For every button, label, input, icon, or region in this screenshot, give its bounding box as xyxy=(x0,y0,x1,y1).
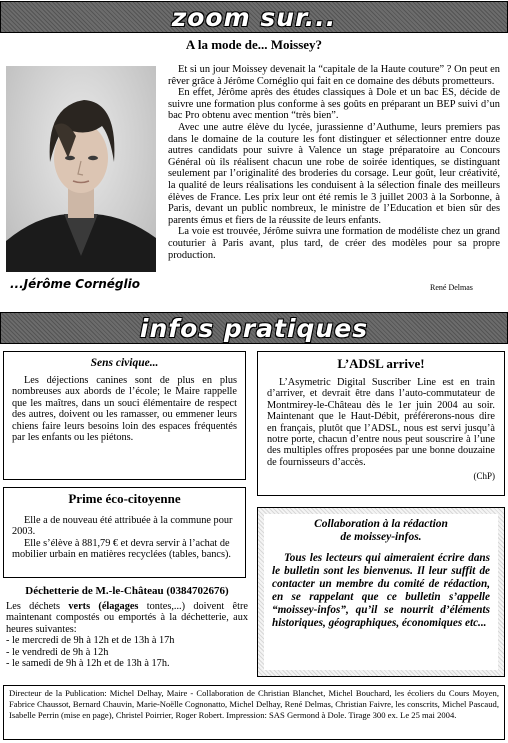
dump-text-after: tontes,...) doivent être maintenant compostés ou emportés à la déchetterie, aux heures suivantes: xyxy=(6,601,248,635)
article-body xyxy=(168,64,500,261)
eco-body xyxy=(12,515,237,561)
infos-banner xyxy=(0,312,508,344)
dump-text-bold: verts (élagages xyxy=(68,601,139,612)
article-paragraph: Et si un jour Moissey devenait la “capitale de la Haute couture” ? On peut en rêver grâce à Jérôme Cornéglio qui fait en ce domaine des débuts prometteurs. xyxy=(168,64,500,87)
collab-body: Tous les lecteurs qui aimeraient écrire dans le bulletin sont les bienvenus. Il leur suffit de contacter un membre du comité de rédaction, en se rappelant que ce bulletin s’appelle “moissey-infos”, qu’il se nourrit d’éléments historiques, géographiques, économiques etc... xyxy=(272,552,490,629)
collab-title-line: Collaboration à la rédaction xyxy=(314,518,448,530)
collab-box xyxy=(257,507,505,677)
dump-text-before: Les déchets xyxy=(6,601,69,612)
eco-paragraph: Elle s’élève à 881,79 € et devra servir à l’achat de mobilier urbain en matières recyclées (tables, bancs). xyxy=(12,537,231,561)
adsl-text: L’Asymetric Digital Suscriber Line est en train d’arriver, et devrait être dans l’auto-commutateur de Montmirey-le-Château dès le 1er juin 2004 au soir. Maintenant que le Haut-Débit, préférerons-nous dire en français, plutôt que l’ADSL, nous est servi jusqu’à notre porte, chacun d’entre nous peut souscrire à l’une des multiples offres proposées par une bonne douzaine de fournisseurs d’accès. xyxy=(267,377,495,468)
eco-box xyxy=(3,487,246,578)
adsl-box xyxy=(257,351,505,496)
article-signature: René Delmas xyxy=(430,283,473,292)
article-paragraph: Avec une autre élève du lycée, jurassienne d’Authume, leurs premiers pas dans le domaine de la couture les font distinguer et sélectionner entre douze autres candidats pour suivre à Valence un stage préparatoire au Concours Général où ils réalisent chacun une robe de soirée identiques, se distinguant seulement par l’originalité des broderies du corsage. Leur goût, leur créativité, la qualité de leurs réalisations les conduisent à la sélection finale des meilleurs élèves de France. Les prix leur ont été remis le 3 juillet 2003 à la Sorbonne, à Paris, devant un public nombreux, le ministre de l’Education et bien sûr des parents émus et fiers de la réussite de leurs enfants. xyxy=(168,121,500,226)
article-paragraph: En effet, Jérôme après des études classiques à Dole et un bac ES, décide de suivre une formation plus conforme à ses goûts en préparant un BEP suivi d’un bac Pro obtenu avec mention “très bien”. xyxy=(168,87,500,122)
portrait-photo xyxy=(6,66,156,272)
dump-body xyxy=(6,601,248,635)
dump-hours-item: - le mercredi de 9h à 12h et de 13h à 17h xyxy=(6,635,175,647)
collab-title xyxy=(272,518,490,544)
adsl-body xyxy=(267,377,495,468)
adsl-signature: (ChP) xyxy=(473,471,495,482)
civic-body xyxy=(12,375,237,443)
dump-hours-list xyxy=(6,635,248,670)
portrait-illustration xyxy=(6,66,156,272)
collab-title-line: de moissey-infos. xyxy=(340,531,422,543)
dump-hours-item: - le vendredi de 9h à 12h xyxy=(6,646,109,658)
dump-title: Déchetterie de M.-le-Château (0384702676) xyxy=(25,585,229,597)
article-title: A la mode de... Moissey? xyxy=(185,37,323,52)
civic-text: Les déjections canines sont de plus en plus nombreuses aux abords de l’école; le Maire rappelle que les maîtres, dans un souci élémentaire de respect des autres, doivent ou les ramasser, ou emmener leurs chiens faire leurs besoins loin des espaces fréquentés par les enfants ou les piétons. xyxy=(12,375,237,444)
adsl-title: L’ADSL arrive! xyxy=(337,356,425,371)
footer-credits: Directeur de la Publication: Michel Delhay, Maire - Collaboration de Christian Blanchet, Michel Bouchard, les écoliers du Cours Moyen, Fabrice Chaussot, Bernard Chauvin, Marie-Noëlle Cognonatto, Michel Delhay, René Delmas, Christian Faivre, les conscrits, Michel Pascaud, Isabelle Perrin (mise en page), Christel Poirrier, Roger Robert. Impression: SAS Germond à Dole. Tirage 300 ex. Le 25 mai 2004. xyxy=(3,685,505,740)
collab-inner xyxy=(264,514,498,670)
zoom-banner-title: zoom sur... xyxy=(171,2,337,32)
article-paragraph: La voie est trouvée, Jérôme suivra une formation de modéliste chez un grand couturier à Paris avant, plus tard, de créer des modèles pour sa propre production. xyxy=(168,226,500,261)
eco-paragraph: Elle a de nouveau été attribuée à la commune pour 2003. xyxy=(12,515,233,538)
eco-title: Prime éco-citoyenne xyxy=(68,491,181,506)
dump-section xyxy=(6,585,248,670)
civic-box xyxy=(3,351,246,480)
zoom-banner xyxy=(0,1,508,33)
photo-caption: ...Jérôme Cornéglio xyxy=(10,277,140,291)
dump-hours-item: - le samedi de 9h à 12h et de 13h à 17h. xyxy=(6,658,170,670)
civic-title: Sens civique... xyxy=(90,357,159,369)
infos-banner-title: infos pratiques xyxy=(139,313,369,343)
